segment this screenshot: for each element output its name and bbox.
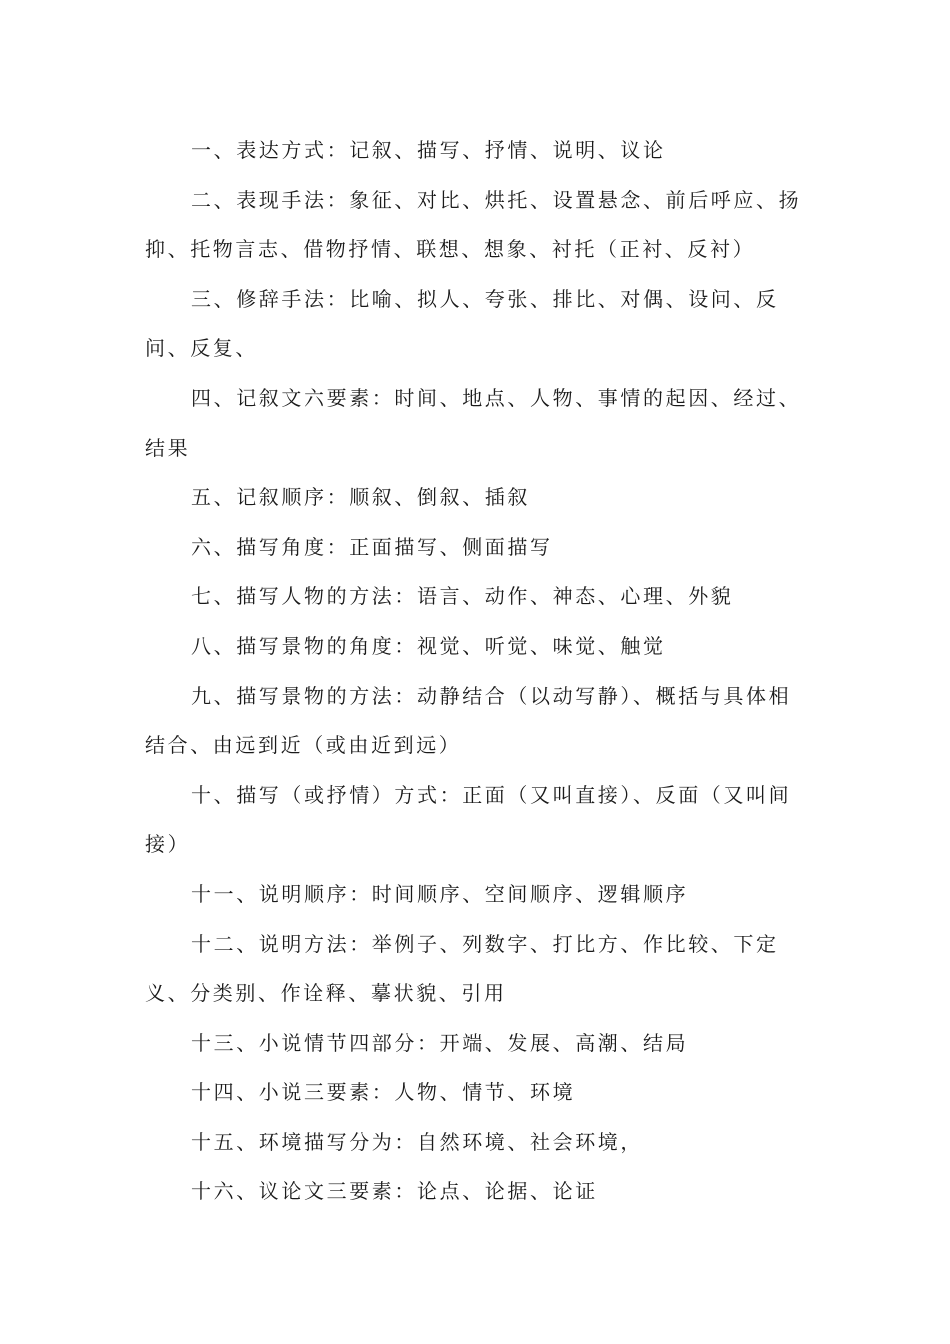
paragraph-6: 六、描写角度：正面描写、侧面描写 [191,534,553,559]
paragraph-7: 七、描写人物的方法：语言、动作、神态、心理、外貌 [191,584,734,609]
paragraph-14: 十四、小说三要素：人物、情节、环境 [191,1080,576,1105]
paragraph-16: 十六、议论文三要素：论点、论据、论证 [191,1179,598,1204]
paragraph-15: 十五、环境描写分为：自然环境、社会环境， [191,1129,643,1154]
paragraph-10: 十、描写（或抒情）方式：正面（又叫直接）、反面（又叫间接） [145,782,792,857]
paragraph-11: 十一、说明顺序：时间顺序、空间顺序、逻辑顺序 [191,881,689,906]
paragraph-3: 三、修辞手法：比喻、拟人、夸张、排比、对偶、设问、反问、反复、 [145,286,779,361]
paragraph-1: 一、表达方式：记叙、描写、抒情、说明、议论 [191,138,666,162]
paragraph-12: 十二、说明方法：举例子、列数字、打比方、作比较、下定义、分类别、作诠释、摹状貌、引用 [145,931,779,1006]
paragraph-2: 二、表现手法：象征、对比、烘托、设置悬念、前后呼应、扬抑、托物言志、借物抒情、联想、想象、衬托（正衬、反衬） [145,187,802,262]
paragraph-4: 四、记叙文六要素：时间、地点、人物、事情的起因、经过、结果 [145,385,802,460]
paragraph-9: 九、描写景物的方法：动静结合（以动写静）、概括与具体相结合、由远到近（或由近到远） [145,683,792,758]
paragraph-13: 十三、小说情节四部分：开端、发展、高潮、结局 [191,1030,689,1055]
paragraph-5: 五、记叙顺序：顺叙、倒叙、插叙 [191,485,530,510]
paragraph-8: 八、描写景物的角度：视觉、听觉、味觉、触觉 [191,633,666,658]
document-body [145,126,813,1217]
